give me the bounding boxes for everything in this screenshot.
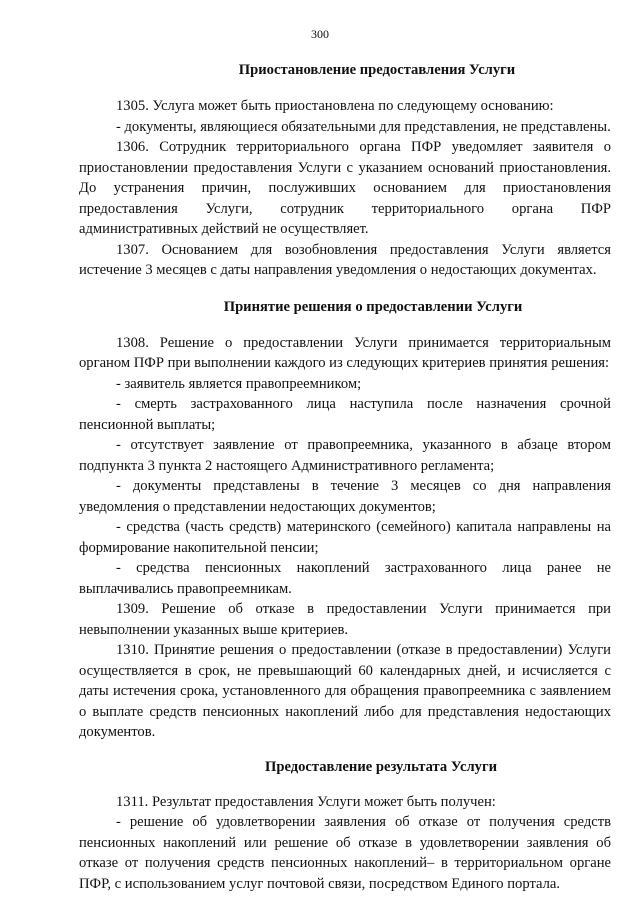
- page-number: 300: [311, 27, 329, 41]
- section-heading-result: Предоставление результата Услуги: [265, 758, 497, 775]
- list-item: - средства (часть средств) материнского (семейного) капитала направлены на формирование накопительной пенсии;: [79, 519, 611, 556]
- list-item: - заявитель является правопреемником;: [116, 375, 362, 392]
- paragraph: 1310. Принятие решения о предоставлении (отказе в предоставлении) Услуги осуществляется в срок, не превышающий 60 календарных дней, и исчисляется с даты истечения срока, установленного для обращения правопреемника с заявлением о выплате средств пенсионных накоплений либо для представления недостающих документов.: [79, 642, 611, 740]
- list-item: - документы, являющиеся обязательными для представления, не представлены.: [116, 118, 611, 135]
- section-heading-suspension: Приостановление предоставления Услуги: [238, 62, 516, 78]
- paragraph: 1307. Основанием для возобновления предоставления Услуги является истечение 3 месяцев с даты направления уведомления о недостающих документах.: [79, 241, 611, 278]
- list-item: - средства пенсионных накоплений застрахованного лица ранее не выплачивались правопреемникам.: [79, 560, 611, 597]
- paragraph: 1308. Решение о предоставлении Услуги принимается территориальным органом ПФР при выполнении каждого из следующих критериев принятия решения:: [79, 334, 611, 371]
- list-item: - смерть застрахованного лица наступила после назначения срочной пенсионной выплаты;: [79, 396, 611, 433]
- document-body: [79, 60, 611, 894]
- list-item: - документы представлены в течение 3 месяцев со дня направления уведомления о представлении недостающих документов;: [79, 478, 611, 515]
- paragraph: 1311. Результат предоставления Услуги может быть получен:: [116, 793, 496, 810]
- section-heading-decision: Принятие решения о предоставлении Услуги: [223, 298, 523, 315]
- paragraph: 1309. Решение об отказе в предоставлении Услуги принимается при невыполнении указанных выше критериев.: [79, 601, 611, 638]
- paragraph: 1305. Услуга может быть приостановлена по следующему основанию:: [116, 98, 554, 114]
- list-item: - решение об удовлетворении заявления об отказе от получения средств пенсионных накоплений или решение об отказе в удовлетворении заявления об отказе от получения средств пенсионных накоплений– в территориальном органе ПФР, с использованием услуг почтовой связи, посредством Единого портала.: [79, 814, 611, 892]
- paragraph: 1306. Сотрудник территориального органа ПФР уведомляет заявителя о приостановлении предоставления Услуги с указанием оснований приостановления. До устранения причин, послуживших основанием для приостановления предоставления Услуги, сотрудник территориального органа ПФР административных действий не осуществляет.: [79, 139, 611, 237]
- list-item: - отсутствует заявление от правопреемника, указанного в абзаце втором подпункта 3 пункта 2 настоящего Административного регламента;: [79, 437, 611, 474]
